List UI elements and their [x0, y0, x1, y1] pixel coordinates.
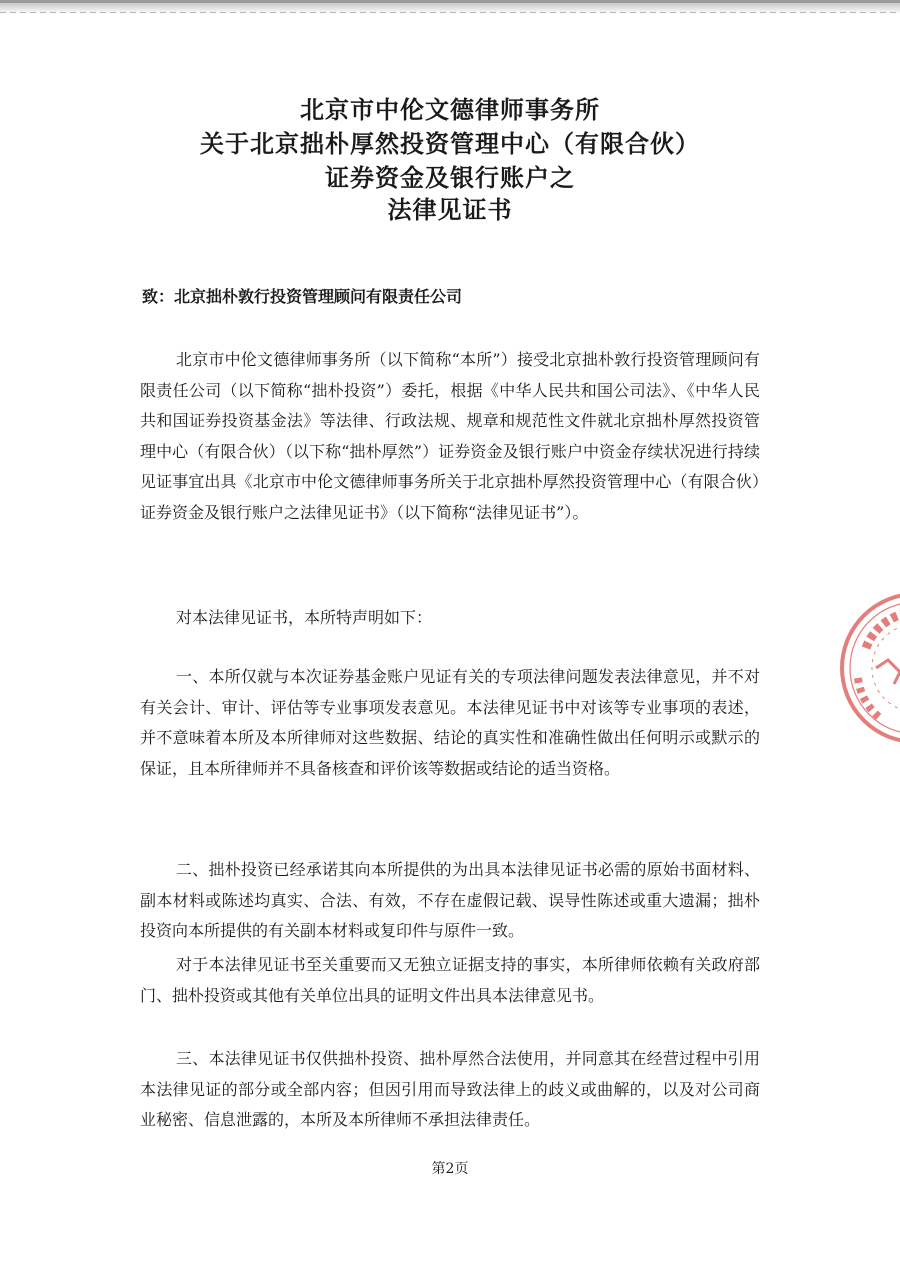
- paragraph-item-1: 一、本所仅就与本次证券基金账户见证有关的专项法律问题发表法律意见，并不对有关会计、审计、评估等专业事项发表意见。本法律见证书中对该等专业事项的表述，并不意味着本所及本所律师对这些数据、结论的真实性和准确性做出任何明示或默示的保证，且本所律师并不具备核查和评价该等数据或结论的适当资格。: [140, 667, 760, 778]
- paragraph-item-2-cont: 对于本法律见证书至关重要而又无独立证据支持的事实，本所律师依赖有关政府部门、拙朴投资或其他有关单位出具的证明文件出具本法律意见书。: [140, 955, 760, 1005]
- addressee: 致：北京拙朴敦行投资管理顾问有限责任公司: [142, 287, 463, 306]
- paragraph-statement-lead: 对本法律见证书，本所特声明如下：: [176, 608, 433, 627]
- paragraph-item-3: 三、本法律见证书仅供拙朴投资、拙朴厚然合法使用，并同意其在经营过程中引用本法律见证的部分或全部内容；但因引用而导致法律上的歧义或曲解的，以及对公司商业秘密、信息泄露的，本所及本所律师不承担法律责任。: [140, 1049, 760, 1129]
- page-number: 第2页: [431, 1161, 469, 1177]
- paragraph-intro: 北京市中伦文德律师事务所（以下简称“本所”）接受北京拙朴敦行投资管理顾问有限责任公司（以下简称“拙朴投资”）委托，根据《中华人民共和国公司法》、《中华人民共和国证券投资基金法》等法律、行政法规、规章和规范性文件就北京拙朴厚然投资管理中心（有限合伙）（以下称“拙朴厚然”）证券资金及银行账户中资金存续状况进行持续见证事宜出具《北京市中伦文德律师事务所关于北京拙朴厚然投资管理中心（有限合伙）证券资金及银行账户之法律见证书》（以下简称“法律见证书”）。: [140, 350, 760, 522]
- title-line-1: 北京市中伦文德律师事务所: [300, 95, 600, 124]
- title-line-3: 证券资金及银行账户之: [325, 163, 575, 192]
- title-line-2: 关于北京拙朴厚然投资管理中心（有限合伙）: [200, 129, 700, 158]
- scan-edge: [0, 0, 900, 14]
- red-stamp-seal-icon: [836, 588, 900, 748]
- title-line-4: 法律见证书: [387, 195, 513, 224]
- paragraph-item-2: 二、拙朴投资已经承诺其向本所提供的为出具本法律见证书必需的原始书面材料、副本材料或陈述均真实、合法、有效，不存在虚假记载、误导性陈述或重大遗漏；拙朴投资向本所提供的有关副本材料或复印件与原件一致。: [140, 860, 760, 940]
